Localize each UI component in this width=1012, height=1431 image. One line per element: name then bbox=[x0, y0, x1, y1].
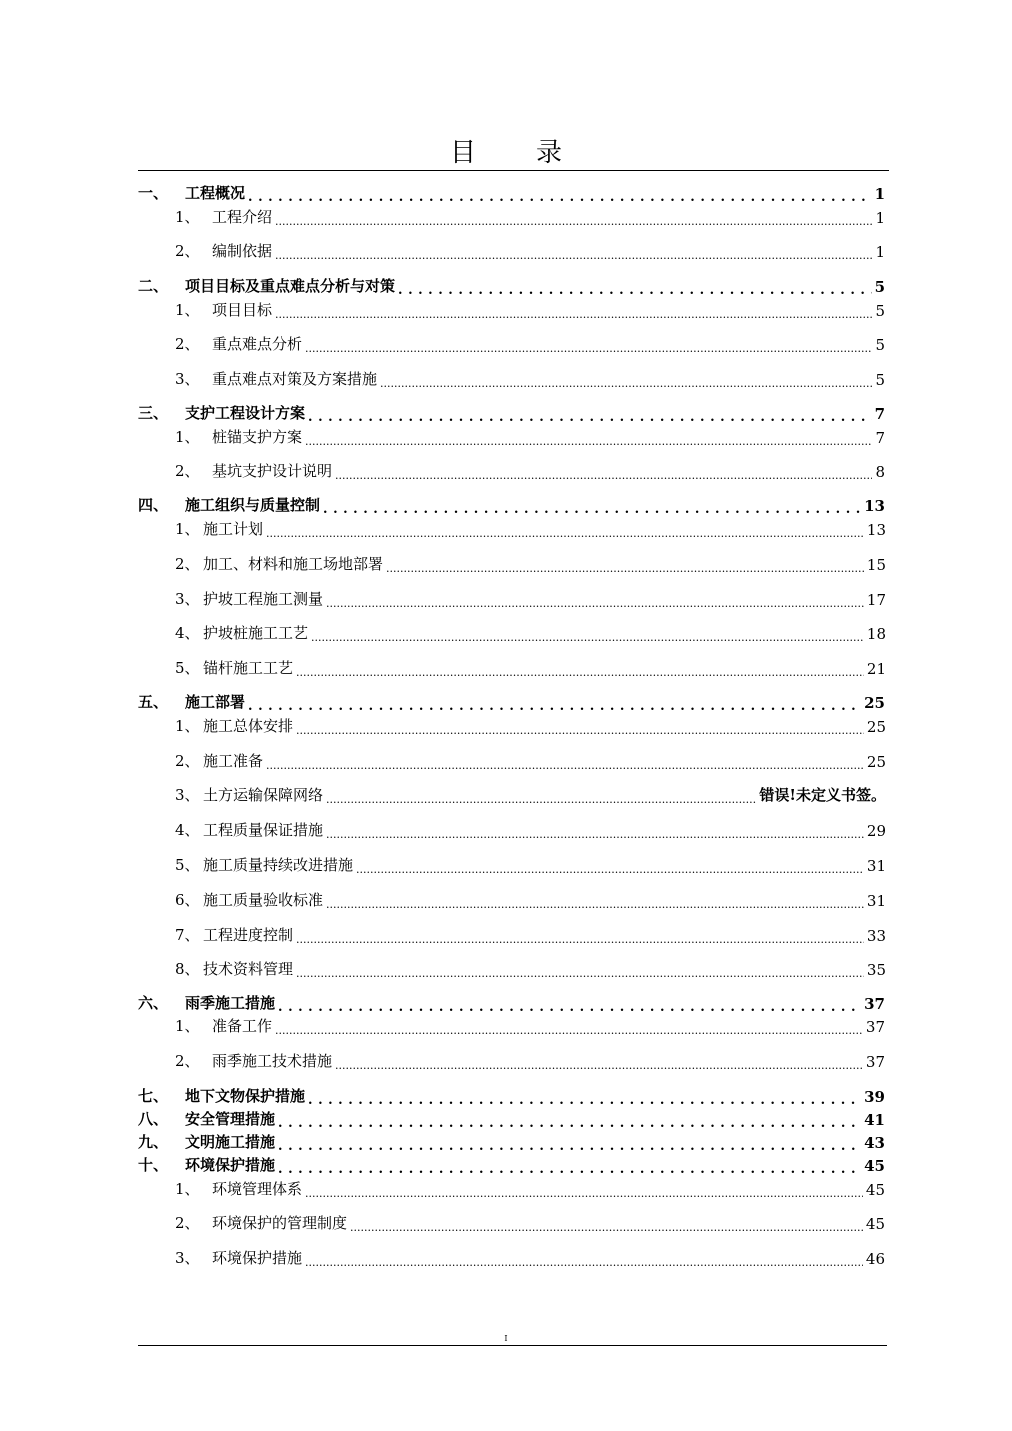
toc-number: 一、 bbox=[138, 184, 169, 202]
toc-leader-dots bbox=[296, 931, 864, 945]
toc-number: 十、 bbox=[138, 1156, 169, 1174]
toc-label: 雨季施工技术措施 bbox=[212, 1052, 333, 1070]
toc-label: 工程质量保证措施 bbox=[203, 821, 324, 839]
toc-leader-dots bbox=[296, 664, 864, 678]
toc-page-number: 37 bbox=[865, 1018, 885, 1036]
toc-label: 项目目标及重点难点分析与对策 bbox=[185, 277, 396, 295]
toc-label: 环境保护措施 bbox=[185, 1156, 276, 1174]
toc-leader-dots bbox=[266, 525, 864, 539]
toc-page-number: 5 bbox=[875, 302, 885, 320]
toc-entry[interactable] bbox=[0, 334, 1012, 354]
toc-page-number: 5 bbox=[875, 336, 885, 354]
toc-entry[interactable] bbox=[0, 461, 1012, 481]
toc-page-number: 31 bbox=[866, 892, 886, 910]
toc-number: 2、 bbox=[175, 1214, 200, 1232]
toc-number: 七、 bbox=[138, 1087, 169, 1105]
toc-page-number: 7 bbox=[874, 405, 885, 423]
toc-leader-dots bbox=[275, 213, 872, 227]
toc-label: 加工、材料和施工场地部署 bbox=[203, 555, 384, 573]
toc-page-number: 45 bbox=[865, 1181, 885, 1199]
toc-page-number: 41 bbox=[864, 1111, 885, 1129]
toc-label: 桩锚支护方案 bbox=[212, 428, 303, 446]
title-char-2: 录 bbox=[536, 138, 563, 168]
toc-number: 3、 bbox=[175, 786, 200, 804]
toc-label: 锚杆施工工艺 bbox=[203, 659, 294, 677]
toc-leader-dots bbox=[296, 722, 864, 736]
footer-page-number: I bbox=[504, 1334, 508, 1343]
toc-page-number: 43 bbox=[864, 1134, 885, 1152]
toc-leader-dots bbox=[278, 1138, 861, 1152]
toc-entry[interactable] bbox=[0, 785, 1012, 805]
toc-label: 地下文物保护措施 bbox=[185, 1087, 306, 1105]
toc-page-number: 7 bbox=[875, 429, 885, 447]
toc-page-number: 21 bbox=[866, 660, 886, 678]
toc-leader-dots bbox=[275, 1022, 863, 1036]
toc-page-number: 25 bbox=[866, 753, 886, 771]
toc-leader-dots bbox=[308, 409, 872, 423]
toc-label: 支护工程设计方案 bbox=[185, 404, 306, 422]
toc-page-error: 错误!未定义书签。 bbox=[759, 786, 886, 804]
toc-entry[interactable] bbox=[0, 1016, 1012, 1036]
toc-leader-dots bbox=[326, 791, 756, 805]
toc-entry[interactable] bbox=[0, 716, 1012, 736]
toc-page-number: 29 bbox=[866, 822, 886, 840]
toc-page-number: 45 bbox=[865, 1215, 885, 1233]
toc-heading[interactable] bbox=[0, 993, 1012, 1013]
toc-leader-dots bbox=[266, 757, 864, 771]
toc-leader-dots bbox=[323, 501, 861, 515]
toc-number: 八、 bbox=[138, 1110, 169, 1128]
toc-number: 4、 bbox=[175, 624, 200, 642]
toc-entry[interactable] bbox=[0, 959, 1012, 979]
toc-number: 2、 bbox=[175, 1052, 200, 1070]
footer-rule bbox=[138, 1345, 887, 1346]
toc-label: 护坡桩施工工艺 bbox=[203, 624, 309, 642]
toc-page-number: 13 bbox=[866, 521, 886, 539]
toc-entry[interactable] bbox=[0, 554, 1012, 574]
toc-entry[interactable] bbox=[0, 751, 1012, 771]
toc-number: 5、 bbox=[175, 659, 200, 677]
toc-page-number: 31 bbox=[866, 857, 886, 875]
toc-heading[interactable] bbox=[0, 403, 1012, 423]
toc-number: 2、 bbox=[175, 335, 200, 353]
toc-heading[interactable] bbox=[0, 495, 1012, 515]
toc-entry[interactable] bbox=[0, 300, 1012, 320]
toc-page-number: 46 bbox=[865, 1250, 885, 1268]
toc-number: 3、 bbox=[175, 590, 200, 608]
toc-leader-dots bbox=[386, 560, 864, 574]
toc-number: 三、 bbox=[138, 404, 169, 422]
toc-leader-dots bbox=[275, 306, 872, 320]
toc-label: 施工质量持续改进措施 bbox=[203, 856, 354, 874]
toc-number: 1、 bbox=[175, 208, 200, 226]
toc-entry[interactable] bbox=[0, 427, 1012, 447]
toc-number: 3、 bbox=[175, 370, 200, 388]
toc-number: 1、 bbox=[175, 301, 200, 319]
toc-leader-dots bbox=[248, 698, 861, 712]
toc-heading[interactable] bbox=[0, 276, 1012, 296]
toc-page-number: 18 bbox=[866, 625, 886, 643]
toc-leader-dots bbox=[305, 1185, 863, 1199]
toc-leader-dots bbox=[248, 189, 872, 203]
toc-page-number: 5 bbox=[875, 371, 885, 389]
toc-leader-dots bbox=[296, 965, 864, 979]
toc-number: 2、 bbox=[175, 555, 200, 573]
toc-label: 技术资料管理 bbox=[203, 960, 294, 978]
toc-number: 4、 bbox=[175, 821, 200, 839]
toc-number: 6、 bbox=[175, 891, 200, 909]
toc-leader-dots bbox=[308, 1092, 861, 1106]
toc-page-number: 45 bbox=[864, 1157, 885, 1175]
toc-number: 1、 bbox=[175, 520, 200, 538]
toc-entry[interactable] bbox=[0, 241, 1012, 261]
toc-heading[interactable] bbox=[0, 1109, 1012, 1129]
toc-number: 2、 bbox=[175, 462, 200, 480]
toc-number: 1、 bbox=[175, 1017, 200, 1035]
toc-heading[interactable] bbox=[0, 183, 1012, 203]
toc-leader-dots bbox=[326, 595, 864, 609]
toc-label: 施工准备 bbox=[203, 752, 264, 770]
toc-label: 施工组织与质量控制 bbox=[185, 496, 321, 514]
toc-number: 5、 bbox=[175, 856, 200, 874]
toc-page-number: 1 bbox=[875, 209, 885, 227]
toc-label: 准备工作 bbox=[212, 1017, 273, 1035]
toc-page-number: 1 bbox=[874, 185, 885, 203]
toc-label: 环境保护措施 bbox=[212, 1249, 303, 1267]
toc-leader-dots bbox=[335, 1057, 863, 1071]
toc-page-number: 1 bbox=[875, 243, 885, 261]
toc-number: 四、 bbox=[138, 496, 169, 514]
toc-leader-dots bbox=[335, 467, 872, 481]
toc-label: 施工部署 bbox=[185, 693, 246, 711]
toc-leader-dots bbox=[326, 896, 864, 910]
toc-number: 九、 bbox=[138, 1133, 169, 1151]
toc-page-number: 17 bbox=[866, 591, 886, 609]
page-title bbox=[0, 136, 1012, 170]
toc-label: 工程介绍 bbox=[212, 208, 273, 226]
title-rule bbox=[138, 170, 889, 171]
toc-entry[interactable] bbox=[0, 820, 1012, 840]
toc-heading[interactable] bbox=[0, 1132, 1012, 1152]
toc-leader-dots bbox=[278, 1161, 861, 1175]
toc-heading[interactable] bbox=[0, 692, 1012, 712]
toc-leader-dots bbox=[305, 1254, 863, 1268]
toc-label: 编制依据 bbox=[212, 242, 273, 260]
toc-label: 环境保护的管理制度 bbox=[212, 1214, 348, 1232]
toc-label: 施工质量验收标准 bbox=[203, 891, 324, 909]
toc-page-number: 8 bbox=[875, 463, 885, 481]
toc-number: 二、 bbox=[138, 277, 169, 295]
toc-page-number: 37 bbox=[865, 1053, 885, 1071]
toc-page-number: 5 bbox=[874, 278, 885, 296]
toc-entry[interactable] bbox=[0, 1213, 1012, 1233]
toc-label: 工程概况 bbox=[185, 184, 246, 202]
toc-page-number: 39 bbox=[864, 1088, 885, 1106]
toc-entry[interactable] bbox=[0, 855, 1012, 875]
toc-number: 六、 bbox=[138, 994, 169, 1012]
toc-entry[interactable] bbox=[0, 1248, 1012, 1268]
toc-page-number: 25 bbox=[866, 718, 886, 736]
toc-leader-dots bbox=[326, 826, 864, 840]
toc-label: 项目目标 bbox=[212, 301, 273, 319]
toc-leader-dots bbox=[380, 375, 872, 389]
toc-leader-dots bbox=[278, 999, 861, 1013]
toc-leader-dots bbox=[311, 629, 864, 643]
toc-leader-dots bbox=[398, 282, 872, 296]
toc-label: 工程进度控制 bbox=[203, 926, 294, 944]
toc-entry[interactable] bbox=[0, 658, 1012, 678]
toc-page-number: 35 bbox=[866, 961, 886, 979]
toc-label: 重点难点对策及方案措施 bbox=[212, 370, 378, 388]
toc-number: 2、 bbox=[175, 242, 200, 260]
toc-entry[interactable] bbox=[0, 1179, 1012, 1199]
toc-leader-dots bbox=[356, 861, 864, 875]
toc-label: 施工计划 bbox=[203, 520, 264, 538]
toc-entry[interactable] bbox=[0, 369, 1012, 389]
toc-number: 2、 bbox=[175, 752, 200, 770]
toc-label: 雨季施工措施 bbox=[185, 994, 276, 1012]
toc-heading[interactable] bbox=[0, 1086, 1012, 1106]
toc-number: 五、 bbox=[138, 693, 169, 711]
toc-heading[interactable] bbox=[0, 1155, 1012, 1175]
toc-page-number: 13 bbox=[864, 497, 885, 515]
toc-label: 土方运输保障网络 bbox=[203, 786, 324, 804]
toc-page-number: 25 bbox=[864, 694, 885, 712]
toc-entry[interactable] bbox=[0, 890, 1012, 910]
toc-leader-dots bbox=[350, 1219, 863, 1233]
toc-label: 护坡工程施工测量 bbox=[203, 590, 324, 608]
toc-entry[interactable] bbox=[0, 623, 1012, 643]
toc-entry[interactable] bbox=[0, 207, 1012, 227]
toc-number: 1、 bbox=[175, 717, 200, 735]
toc-leader-dots bbox=[278, 1115, 861, 1129]
toc-leader-dots bbox=[305, 340, 872, 354]
toc-number: 7、 bbox=[175, 926, 200, 944]
toc-entry[interactable] bbox=[0, 589, 1012, 609]
toc-label: 施工总体安排 bbox=[203, 717, 294, 735]
toc-label: 安全管理措施 bbox=[185, 1110, 276, 1128]
toc-entry[interactable] bbox=[0, 925, 1012, 945]
toc-label: 环境管理体系 bbox=[212, 1180, 303, 1198]
title-char-1: 目 bbox=[449, 138, 476, 168]
toc-entry[interactable] bbox=[0, 519, 1012, 539]
toc-number: 3、 bbox=[175, 1249, 200, 1267]
toc-number: 8、 bbox=[175, 960, 200, 978]
toc-page-number: 15 bbox=[866, 556, 886, 574]
toc-entry[interactable] bbox=[0, 1051, 1012, 1071]
toc-label: 基坑支护设计说明 bbox=[212, 462, 333, 480]
toc-label: 文明施工措施 bbox=[185, 1133, 276, 1151]
toc-number: 1、 bbox=[175, 1180, 200, 1198]
toc-leader-dots bbox=[305, 433, 872, 447]
toc-leader-dots bbox=[275, 247, 872, 261]
toc-label: 重点难点分析 bbox=[212, 335, 303, 353]
toc-number: 1、 bbox=[175, 428, 200, 446]
toc-page-number: 37 bbox=[864, 995, 885, 1013]
toc-page-number: 33 bbox=[866, 927, 886, 945]
